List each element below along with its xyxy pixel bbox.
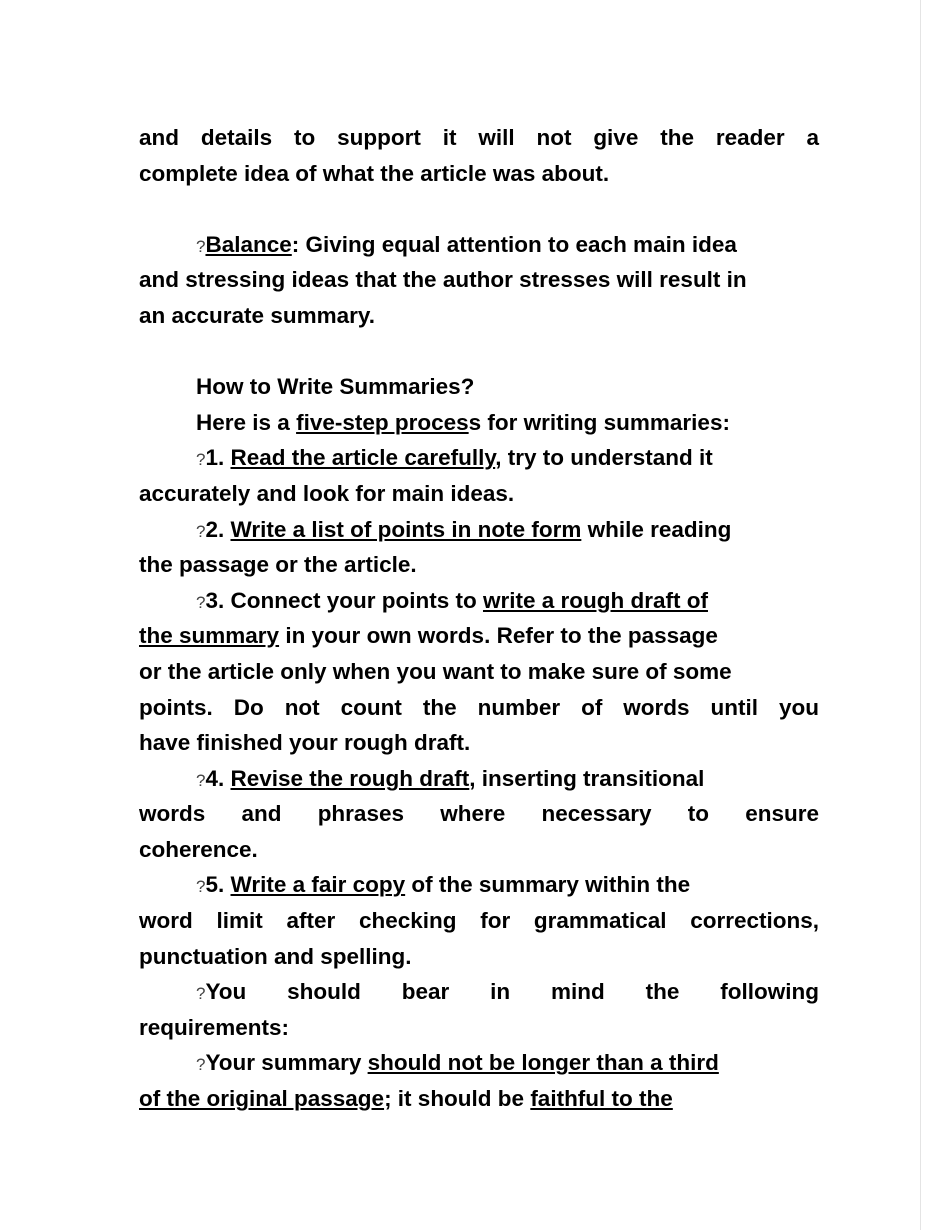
page-edge [920, 0, 921, 1230]
missing-glyph-marker: ? [196, 450, 206, 470]
balance-text: : Giving equal attention to each main idea [291, 231, 737, 257]
step-2-line-2: the passage or the article. [139, 552, 417, 578]
step-1-line-2: accurately and look for main ideas. [139, 480, 515, 506]
missing-glyph-marker: ? [196, 236, 206, 256]
last-text-2: ; it should be [384, 1086, 531, 1112]
step-3-underlined-a: write a rough draft of [482, 587, 708, 613]
step-2-underlined: Write a list of points in note form [230, 516, 582, 542]
balance-term: Balance [205, 231, 292, 257]
step-1-line-1 [139, 440, 819, 476]
balance-line-1 [139, 227, 819, 263]
spacer [139, 334, 819, 370]
last-line-1 [139, 1045, 819, 1081]
step-3-line-1 [139, 583, 819, 619]
step-5-underlined: Write a fair copy [230, 872, 406, 898]
last-underlined-b: of the original passage [139, 1086, 385, 1112]
step-3-line-2 [139, 618, 819, 654]
step-4-line-1 [139, 761, 819, 797]
step-4-line-2: words and phrases where necessary to ensure [139, 801, 819, 827]
missing-glyph-marker: ? [196, 1055, 206, 1075]
last-underlined-a: should not be longer than a third [367, 1050, 719, 1076]
step-number: 4. [205, 765, 225, 791]
process-intro-post: s for writing summaries: [468, 409, 730, 435]
balance-line-2: and stressing ideas that the author stresses will result in [139, 267, 747, 293]
requirements-line-2: requirements: [139, 1014, 290, 1040]
last-underlined-c: faithful to the [530, 1086, 673, 1112]
step-4-text: , inserting transitional [469, 765, 705, 791]
missing-glyph-marker: ? [196, 521, 206, 541]
requirements-line-1 [139, 974, 819, 1010]
step-3-line-3: or the article only when you want to make sure of some [139, 658, 732, 684]
missing-glyph-marker: ? [196, 770, 206, 790]
last-line-2 [139, 1081, 819, 1117]
step-1-text: , try to understand it [495, 445, 713, 471]
step-5-line-2: word limit after checking for grammatical corrections, [139, 908, 819, 934]
missing-glyph-marker: ? [196, 592, 206, 612]
process-intro [139, 405, 819, 441]
process-intro-underlined: five-step proces [296, 409, 469, 435]
step-1-underlined: Read the article carefully [230, 445, 496, 471]
step-3-line-4: points. Do not count the number of words until you [139, 694, 819, 720]
spacer [139, 191, 819, 227]
step-3-text: Connect your points to [224, 587, 483, 613]
step-number: 3. [205, 587, 225, 613]
step-2-line-1 [139, 512, 819, 548]
step-3-line-5: have finished your rough draft. [139, 730, 471, 756]
step-5-text: of the summary within the [405, 872, 691, 898]
step-5-line-3: punctuation and spelling. [139, 943, 412, 969]
step-5-line-1 [139, 867, 819, 903]
last-text: Your summary [205, 1050, 368, 1076]
section-heading: How to Write Summaries? [196, 374, 475, 400]
missing-glyph-marker: ? [196, 984, 206, 1004]
balance-line-3: an accurate summary. [139, 302, 375, 328]
step-4-line-3: coherence. [139, 836, 258, 862]
requirements-text: You should bear in mind the following [205, 979, 819, 1005]
step-3-text-2: in your own words. Refer to the passage [279, 623, 718, 649]
step-number: 5. [205, 872, 225, 898]
intro-line-2: complete idea of what the article was about. [139, 160, 610, 186]
step-2-text: while reading [581, 516, 732, 542]
process-intro-pre: Here is a [196, 409, 297, 435]
missing-glyph-marker: ? [196, 877, 206, 897]
step-number: 2. [205, 516, 225, 542]
step-number: 1. [205, 445, 225, 471]
intro-line-1: and details to support it will not give the reader a [139, 125, 819, 150]
document-page [139, 120, 819, 1117]
step-3-underlined-b: the summary [139, 623, 280, 649]
step-4-underlined: Revise the rough draft [230, 765, 470, 791]
